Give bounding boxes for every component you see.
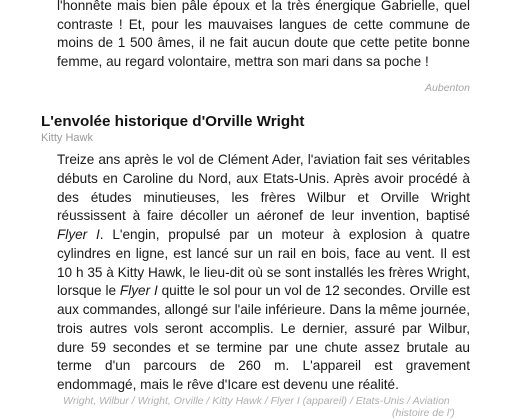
flyer-name-2: Flyer I [119, 283, 158, 299]
previous-article-text: l'honnête mais bien pâle époux et la très énergique Gabrielle, quel contraste ! Et, pour les mauvaises langues de cette commune de moins de 1 500 âmes, il ne fait aucun doute que cette petite bonne femme, au regard volontaire, mettra son mari dans sa poche ! [57, 0, 470, 69]
article-title: L'envolée historique d'Orville Wright [41, 113, 305, 130]
article-tags: Wright, Wilbur / Wright, Orville / Kitty Hawk / Flyer I (appareil) / Etats-Unis / Aviation [63, 395, 450, 407]
article-body [57, 151, 470, 395]
article-body-part-3: quitte le sol pour un vol de 12 secondes. Orville est aux commandes, allongé sur l'aile inférieure. Dans la même journée, trois autres vols seront accomplis. Le dernier, assuré par Wilbur, dure 59 secondes et se termine par une chute assez brutale au terme d'un parcours de 260 m. L'appareil est gravement endommagé, mais le rêve d'Icare est devenu une réalité. [57, 283, 471, 392]
flyer-name-1: Flyer I [57, 227, 100, 242]
previous-article-source: Aubenton [425, 82, 470, 94]
article-tags-continued: (histoire de l') [392, 407, 455, 419]
article-body-part-1: Treize ans après le vol de Clément Ader, l'aviation fait ses véritables débuts en Caroline du Nord, aux Etats-Unis. Après avoir procédé à des études minutieuses, les frères Wilbur et Orville Wright réussissent à faire décoller un aéronef de leur invention, baptisé [57, 152, 470, 224]
article-location: Kitty Hawk [41, 132, 93, 144]
article-body-part-2: . L'engin, propulsé par un moteur à explosion à quatre cylindres en ligne, est lancé sur un rail en bois, face au vent. Il est 10 h 35 à Kitty Hawk, le lieu-dit où se sont installés les frères Wright, lorsque le [57, 227, 471, 299]
